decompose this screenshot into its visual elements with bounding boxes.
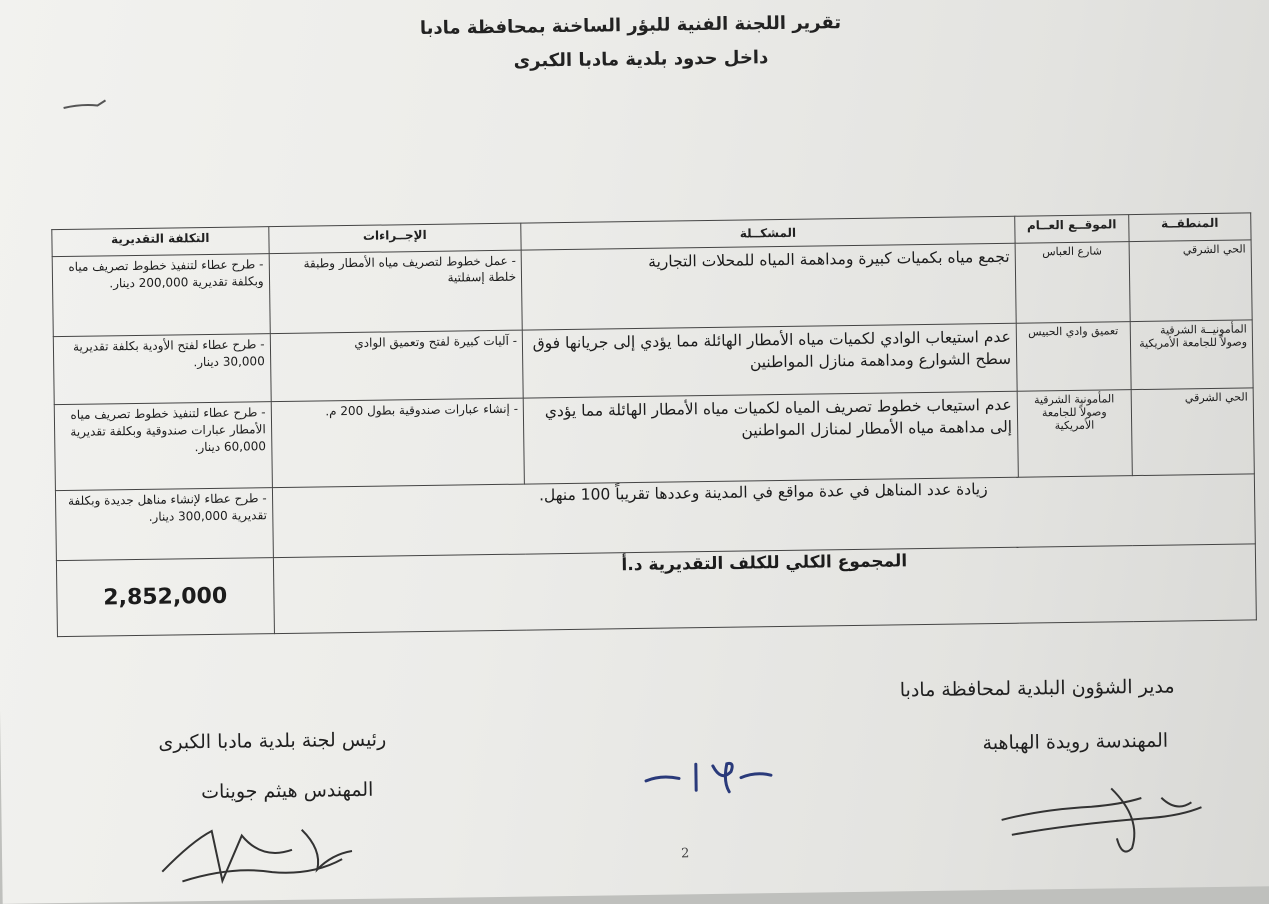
cell-problem: عدم استيعاب خطوط تصريف المياه لكميات مياه الأمطار الهائلة مما يؤدي إلى مداهمة مياه الأمطار لمنازل المواطنين [523, 391, 1018, 484]
cell-problem: عدم استيعاب الوادي لكميات مياه الأمطار الهائلة مما يؤدي إلى جريانها فوق سطح الشوارع ومداهمة منازل المواطنين [522, 323, 1017, 398]
cell-location: تعميق وادي الحبيس [1016, 322, 1131, 392]
cell-location: شارع العباس [1015, 242, 1130, 324]
cell-manholes-text: زيادة عدد المناهل في عدة مواقع في المدينة وعددها تقريباً 100 منهل. [272, 474, 1255, 558]
cell-action: - آليات كبيرة لفتح وتعميق الوادي [270, 330, 523, 402]
header-actions: الإجــراءات [268, 223, 521, 254]
header-region: المنطقــة [1129, 213, 1252, 242]
table-row [54, 388, 1254, 491]
report-table [51, 212, 1257, 637]
cell-action: - إنشاء عبارات صندوقية بطول 200 م. [271, 398, 525, 488]
cell-problem: تجمع مياه بكميات كبيرة ومداهمة المياه للمحلات التجارية [521, 243, 1016, 330]
left-signatory-title: رئيس لجنة بلدية مادبا الكبرى [158, 728, 387, 754]
cell-action: - عمل خطوط لتصريف مياه الأمطار وطبقة خلطة إسفلتية [269, 250, 523, 334]
cell-manholes-cost: - طرح عطاء لإنشاء مناهل جديدة وبكلفة تقديرية 300,000 دينار. [55, 488, 273, 561]
page-number: 2 [680, 846, 690, 862]
table-row-total [56, 544, 1256, 637]
handwritten-page-number [641, 751, 782, 807]
right-signatory-name: المهندسة رويدة الهباهبة [982, 729, 1169, 755]
cell-location: المأمونية الشرقية وصولاً للجامعة الأمريكية [1017, 390, 1132, 478]
left-signatory-name: المهندس هيثم جوينات [201, 778, 374, 804]
header-cost: التكلفة التقديرية [52, 227, 269, 257]
cell-region: الحي الشرقي [1129, 240, 1252, 322]
total-value: 2,852,000 [56, 558, 274, 637]
right-signatory-title: مدير الشؤون البلدية لمحافظة مادبا [899, 675, 1175, 702]
total-label: المجموع الكلي للكلف التقديرية د.أ [273, 544, 1256, 634]
cell-cost: - طرح عطاء لتنفيذ خطوط تصريف مياه وبكلفة تقديرية 200,000 دينار. [52, 254, 270, 337]
cell-region: الحي الشرقي [1131, 388, 1254, 476]
report-subtitle: داخل حدود بلدية مادبا الكبرى [513, 47, 769, 72]
cell-region: المأمونيــة الشرقية وصولاً للجامعة الأمريكية [1130, 320, 1253, 390]
header-problem: المشكــلة [521, 216, 1015, 250]
left-handwritten-signature [151, 809, 372, 896]
cell-cost: - طرح عطاء لتنفيذ خطوط تصريف مياه الأمطار عبارات صندوقية وبكلفة تقديرية 60,000 دينار. [54, 402, 272, 491]
report-title: تقرير اللجنة الفنية للبؤر الساخنة بمحافظة مادبا [419, 12, 842, 40]
header-location: الموقــع العــام [1015, 215, 1129, 244]
right-handwritten-signature [991, 777, 1212, 864]
cell-cost: - طرح عطاء لفتح الأودية بكلفة تقديرية 30,000 دينار. [53, 334, 271, 405]
ink-mark [61, 96, 121, 116]
